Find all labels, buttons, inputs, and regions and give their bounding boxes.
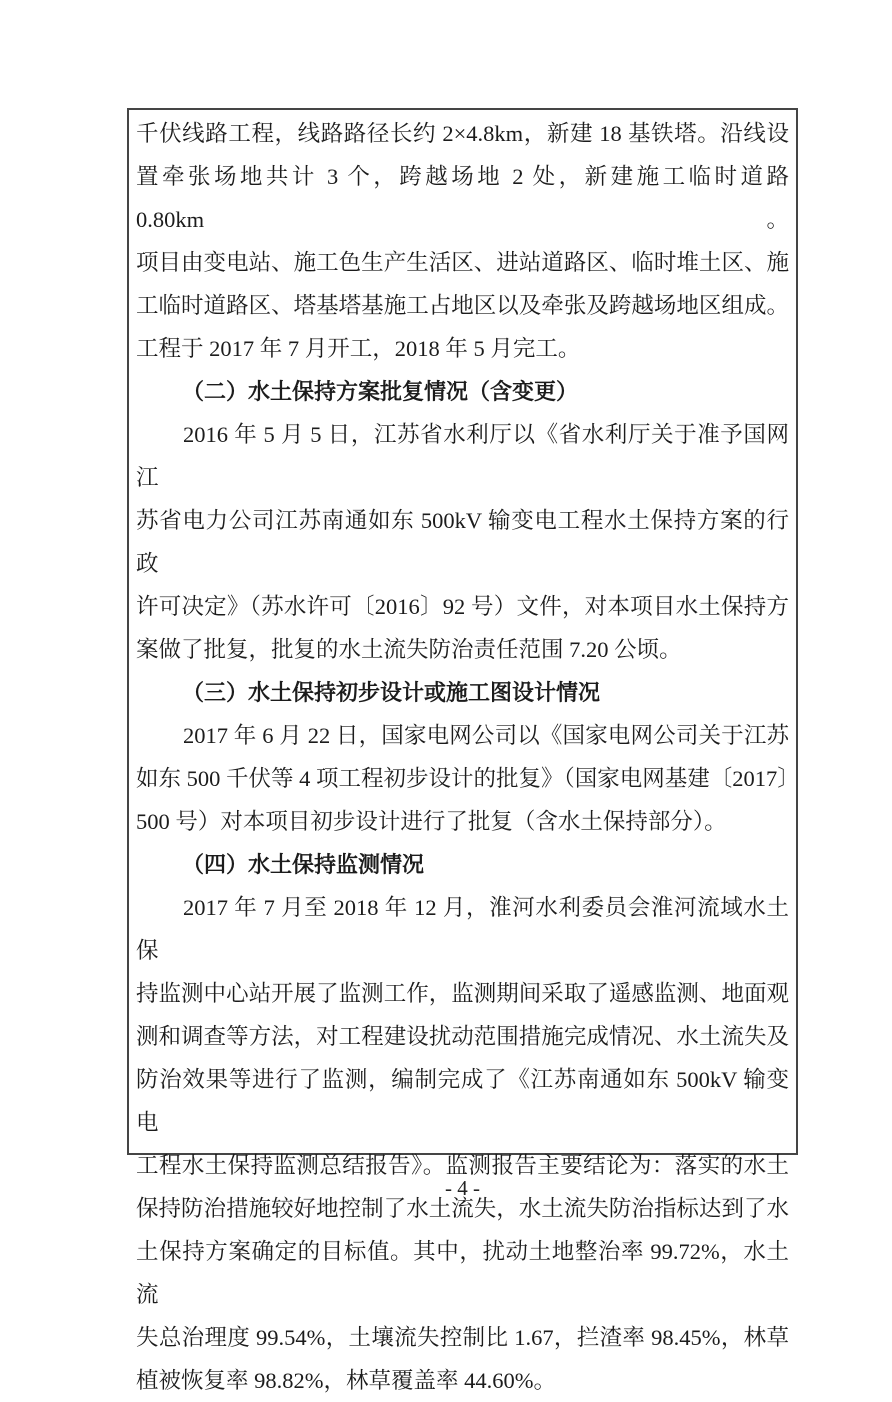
page-number: - 4 - (445, 1176, 480, 1200)
text-line: 工临时道路区、塔基塔基施工占地区以及牵张及跨越场地区组成。 (136, 293, 789, 318)
text-line: 苏省电力公司江苏南通如东 500kV 输变电工程水土保持方案的行政 (136, 508, 789, 576)
text-line: 项目由变电站、施工色生产生活区、进站道路区、临时堆土区、施 (136, 250, 789, 275)
text-line: 测和调查等方法，对工程建设扰动范围措施完成情况、水土流失及 (136, 1024, 789, 1049)
paragraph-monitoring (136, 886, 789, 1402)
table-cell-border (127, 108, 800, 1393)
heading-section-3-preliminary-design: （三）水土保持初步设计或施工图设计情况 (182, 680, 601, 705)
text-line: 许可决定》（苏水许可〔2016〕92 号）文件，对本项目水土保持方 (136, 594, 789, 619)
text-line: 防治效果等进行了监测，编制完成了《江苏南通如东 500kV 输变电 (136, 1067, 789, 1135)
text-line: 置牵张场地共计 3 个，跨越场地 2 处，新建施工临时道路 0.80km。 (136, 164, 789, 232)
text-line: 案做了批复，批复的水土流失防治责任范围 7.20 公顷。 (136, 637, 682, 662)
text-line: 土保持方案确定的目标值。其中，扰动土地整治率 99.72%，水土流 (136, 1239, 789, 1307)
text-line: 工程水土保持监测总结报告》。监测报告主要结论为：落实的水土 (136, 1153, 789, 1178)
text-line: 2017 年 7 月至 2018 年 12 月，淮河水利委员会淮河流域水土保 (136, 895, 789, 963)
paragraph-project-overview (136, 112, 789, 370)
text-line: 如东 500 千伏等 4 项工程初步设计的批复》（国家电网基建〔2017〕 (136, 766, 800, 791)
paragraph-preliminary-design (136, 714, 800, 843)
text-line: 保持防治措施较好地控制了水土流失，水土流失防治指标达到了水 (136, 1196, 789, 1221)
text-line: 失总治理度 99.54%，土壤流失控制比 1.67，拦渣率 98.45%，林草 (136, 1325, 789, 1350)
text-line: 500 号）对本项目初步设计进行了批复（含水土保持部分）。 (136, 809, 727, 834)
text-line: 植被恢复率 98.82%，林草覆盖率 44.60%。 (136, 1368, 556, 1393)
text-line: 2016 年 5 月 5 日，江苏省水利厅以《省水利厅关于准予国网江 (136, 422, 789, 490)
text-line: 持监测中心站开展了监测工作，监测期间采取了遥感监测、地面观 (136, 981, 789, 1006)
heading-section-4-monitoring: （四）水土保持监测情况 (182, 852, 425, 877)
text-line: 千伏线路工程，线路路径长约 2×4.8km，新建 18 基铁塔。沿线设 (136, 121, 789, 146)
heading-section-2-plan-approval: （二）水土保持方案批复情况（含变更） (182, 379, 579, 404)
text-line: 2017 年 6 月 22 日，国家电网公司以《国家电网公司关于江苏 (183, 723, 789, 748)
paragraph-plan-approval (136, 413, 789, 671)
text-line: 工程于 2017 年 7 月开工，2018 年 5 月完工。 (136, 336, 581, 361)
